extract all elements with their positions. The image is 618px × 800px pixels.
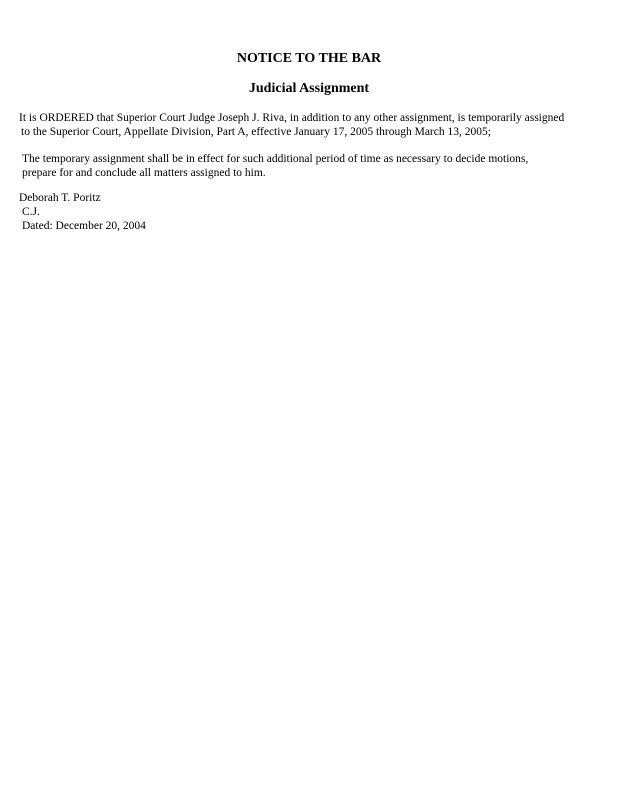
signature-date: Dated: December 20, 2004 bbox=[22, 220, 146, 232]
assignment-line-1: The temporary assignment shall be in effect for such additional period of time as necessary to decide motions, bbox=[22, 153, 529, 165]
assignment-paragraph bbox=[22, 152, 528, 180]
order-line-1: It is ORDERED that Superior Court Judge Joseph J. Riva, in addition to any other assignment, is temporarily assigned bbox=[19, 112, 565, 124]
notice-subtitle: Judicial Assignment bbox=[248, 81, 370, 96]
signatory-title: C.J. bbox=[22, 206, 40, 218]
notice-title: NOTICE TO THE BAR bbox=[236, 51, 382, 66]
order-line-2: to the Superior Court, Appellate Division, Part A, effective January 17, 2005 through March 13, 2005; bbox=[21, 126, 491, 138]
assignment-line-2: prepare for and conclude all matters assigned to him. bbox=[22, 167, 266, 179]
order-paragraph bbox=[19, 111, 564, 139]
signatory-name: Deborah T. Poritz bbox=[19, 192, 101, 204]
